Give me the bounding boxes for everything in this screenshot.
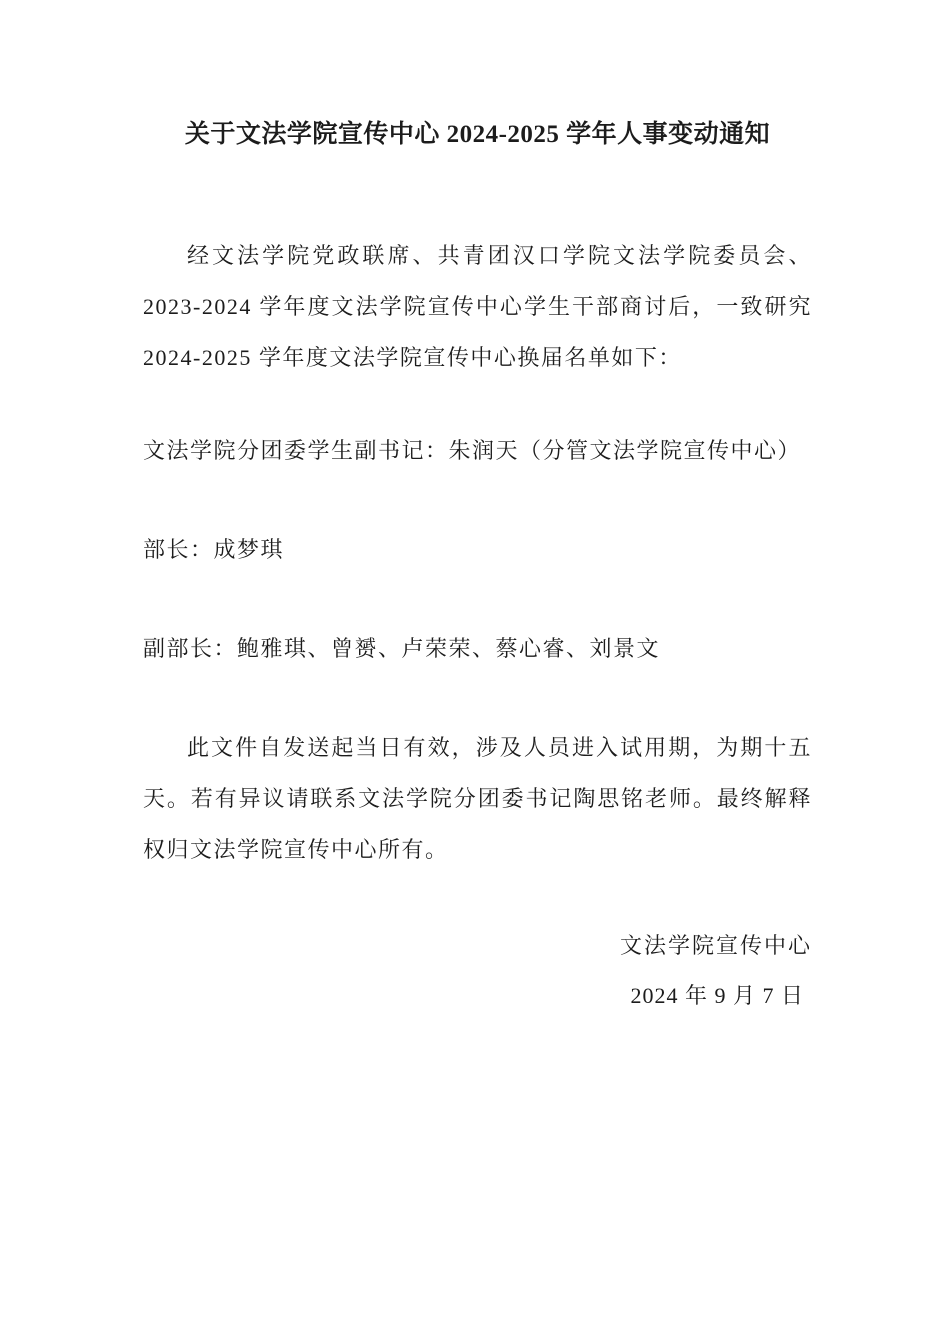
signature-block bbox=[143, 921, 812, 1021]
signature-date: 2024 年 9 月 7 日 bbox=[630, 983, 804, 1008]
vice-ministers-line: 副部长：鲍雅琪、曾赟、卢荣荣、蔡心睿、刘景文 bbox=[143, 636, 661, 661]
deputy-secretary-line: 文法学院分团委学生副书记：朱润天（分管文法学院宣传中心） bbox=[143, 438, 802, 463]
signature-org: 文法学院宣传中心 bbox=[619, 933, 812, 958]
document-title: 关于文法学院宣传中心 2024-2025 学年人事变动通知 bbox=[184, 121, 771, 148]
intro-paragraph: 经文法学院党政联席、共青团汉口学院文法学院委员会、2023-2024 学年度文法学院宣传中心学生干部商讨后，一致研究 2024-2025 学年度文法学院宣传中心换届名单如下： bbox=[143, 243, 812, 370]
minister-line: 部长：成梦琪 bbox=[143, 537, 285, 562]
effective-notice-paragraph: 此文件自发送起当日有效，涉及人员进入试用期，为期十五天。若有异议请联系文法学院分团委书记陶思铭老师。最终解释权归文法学院宣传中心所有。 bbox=[143, 735, 812, 862]
